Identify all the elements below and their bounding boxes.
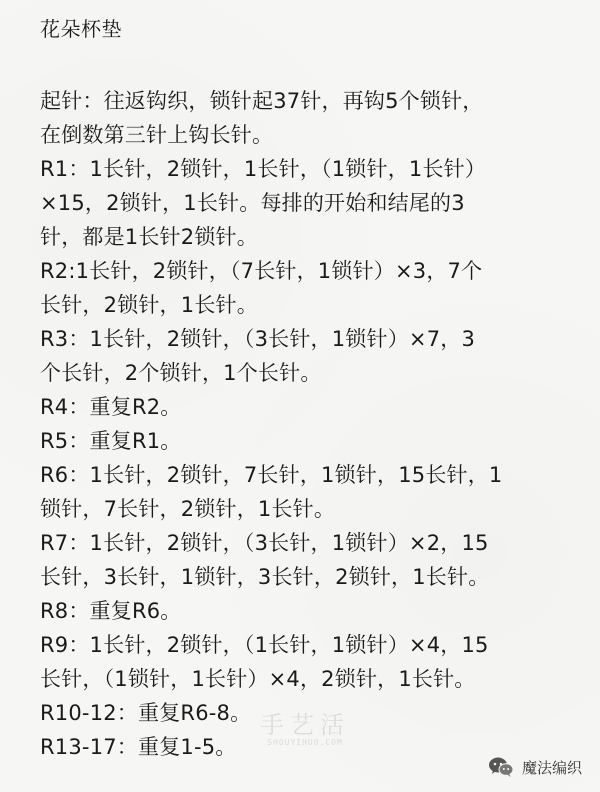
instruction-line: R8：重复R6。: [40, 599, 182, 623]
instruction-line: 针，都是1长针2锁针。: [40, 225, 258, 249]
instruction-line: R3：1长针，2锁针，（3长针，1锁针）×7，3: [40, 327, 476, 351]
instruction-line: R6：1长针，2锁针，7长针，1锁针，15长针，1: [40, 463, 503, 487]
instruction-line: 长针，（1锁针，1长针）×4，2锁针，1长针。: [40, 667, 476, 691]
instruction-line: R4：重复R2。: [40, 395, 182, 419]
instruction-line: R9：1长针，2锁针，（1长针，1锁针）×4，15: [40, 633, 489, 657]
watermark-text: 手艺活: [260, 711, 350, 739]
brand-name: 魔法编织: [521, 758, 582, 777]
instruction-line: 长针，3长针，1锁针，3长针，2锁针，1长针。: [40, 565, 490, 589]
instruction-line: 起针：往返钩织，锁针起37针，再钩5个锁针，: [40, 89, 484, 113]
document-title: 花朵杯垫: [40, 17, 122, 41]
watermark-url: SHOUYIHUO.COM: [267, 738, 343, 747]
instruction-line: 锁针，7长针，2锁针，1长针。: [40, 497, 336, 521]
instruction-line: R5：重复R1。: [40, 429, 182, 453]
instruction-line: 在倒数第三针上钩长针。: [40, 123, 274, 147]
instruction-line: R13-17：重复1-5。: [40, 735, 237, 759]
brand-badge: [488, 756, 582, 778]
instruction-line: ×15，2锁针，1长针。每排的开始和结尾的3: [40, 191, 465, 215]
instruction-line: R7：1长针，2锁针，（3长针，1锁针）×2，15: [40, 531, 489, 555]
instruction-line: R10-12：重复R6-8。: [40, 701, 252, 725]
instruction-line: R2:1长针，2锁针，（7长针，1锁针）×3，7个: [40, 259, 483, 283]
pattern-instructions: [40, 84, 585, 764]
instruction-line: 长针，2锁针，1长针。: [40, 293, 258, 317]
instruction-line: R1：1长针，2锁针，1长针，（1锁针，1长针）: [40, 157, 487, 181]
wechat-icon: [488, 756, 514, 778]
instruction-line: 个长针，2个锁针，1个长针。: [40, 361, 322, 385]
